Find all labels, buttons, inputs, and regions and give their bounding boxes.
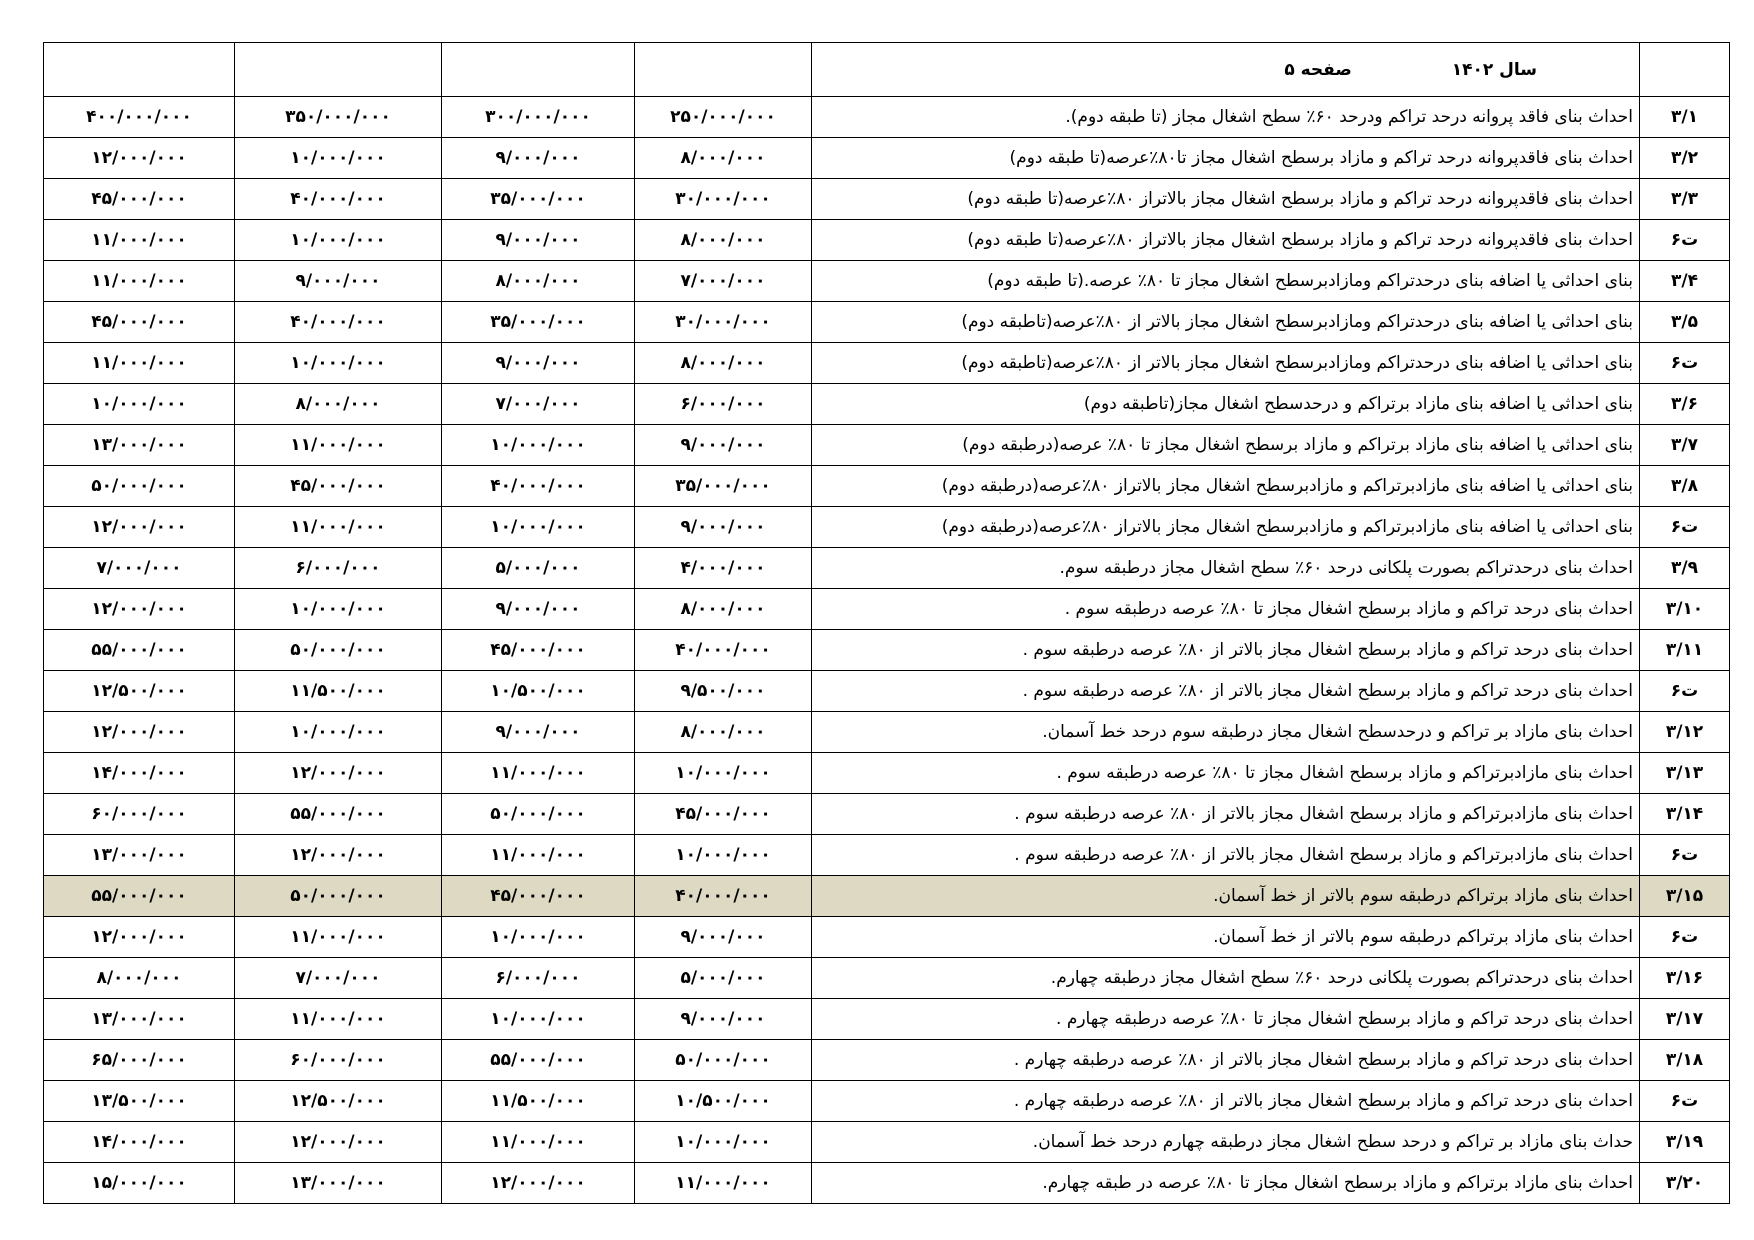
row-description: احداث بنای فاقدپروانه درحد تراکم و مازاد برسطح اشغال مجاز بالاتراز ۸۰٪عرصه(تا طبقه دوم) bbox=[812, 179, 1640, 220]
row-code: ت۶ bbox=[1640, 835, 1730, 876]
header-col-1 bbox=[635, 43, 812, 97]
row-description: احداث بنای مازادبرتراکم و مازاد برسطح اشغال مجاز بالاتر از ۸۰٪ عرصه درطبقه سوم . bbox=[812, 794, 1640, 835]
fee-value-4: ۱۱/۰۰۰/۰۰۰ bbox=[44, 343, 235, 384]
year-label: سال ۱۴۰۲ bbox=[1451, 59, 1537, 80]
fee-value-2: ۳۰۰/۰۰۰/۰۰۰ bbox=[442, 97, 635, 138]
table-row bbox=[44, 1122, 1730, 1163]
fee-value-1: ۱۰/۰۰۰/۰۰۰ bbox=[635, 1122, 812, 1163]
table-row bbox=[44, 999, 1730, 1040]
table-row bbox=[44, 1163, 1730, 1204]
fee-value-1: ۸/۰۰۰/۰۰۰ bbox=[635, 343, 812, 384]
fee-value-1: ۵/۰۰۰/۰۰۰ bbox=[635, 958, 812, 999]
fee-value-1: ۵۰/۰۰۰/۰۰۰ bbox=[635, 1040, 812, 1081]
fee-value-1: ۹/۰۰۰/۰۰۰ bbox=[635, 917, 812, 958]
table-row bbox=[44, 97, 1730, 138]
fee-value-3: ۱۱/۵۰۰/۰۰۰ bbox=[235, 671, 442, 712]
fee-value-2: ۱۲/۰۰۰/۰۰۰ bbox=[442, 1163, 635, 1204]
row-description: احداث بنای مازادبرتراکم و مازاد برسطح اشغال مجاز تا ۸۰٪ عرصه درطبقه سوم . bbox=[812, 753, 1640, 794]
table-row bbox=[44, 589, 1730, 630]
row-description: احداث بنای مازاد برتراکم درطبقه سوم بالاتر از خط آسمان. bbox=[812, 876, 1640, 917]
fee-value-3: ۴۰/۰۰۰/۰۰۰ bbox=[235, 302, 442, 343]
fee-value-2: ۱۰/۰۰۰/۰۰۰ bbox=[442, 999, 635, 1040]
row-code: ۳/۸ bbox=[1640, 466, 1730, 507]
fee-value-4: ۶۰/۰۰۰/۰۰۰ bbox=[44, 794, 235, 835]
row-description: احداث بنای مازاد برتراکم و مازاد برسطح اشغال مجاز تا ۸۰٪ عرصه در طبقه چهارم. bbox=[812, 1163, 1640, 1204]
fee-value-3: ۱۲/۰۰۰/۰۰۰ bbox=[235, 835, 442, 876]
fee-value-3: ۱۰/۰۰۰/۰۰۰ bbox=[235, 589, 442, 630]
row-description: احداث بنای فاقدپروانه درحد تراکم و مازاد برسطح اشغال مجاز بالاتراز ۸۰٪عرصه(تا طبقه دوم) bbox=[812, 220, 1640, 261]
fee-value-2: ۱۱/۰۰۰/۰۰۰ bbox=[442, 835, 635, 876]
table-row bbox=[44, 343, 1730, 384]
fee-value-2: ۹/۰۰۰/۰۰۰ bbox=[442, 589, 635, 630]
row-description: احداث بنای درحد تراکم و مازاد برسطح اشغال مجاز بالاتر از ۸۰٪ عرصه درطبقه چهارم . bbox=[812, 1040, 1640, 1081]
fee-value-1: ۱۰/۰۰۰/۰۰۰ bbox=[635, 753, 812, 794]
row-code: ۳/۶ bbox=[1640, 384, 1730, 425]
fee-value-4: ۱۲/۰۰۰/۰۰۰ bbox=[44, 507, 235, 548]
row-code: ۳/۱۲ bbox=[1640, 712, 1730, 753]
fee-value-1: ۹/۰۰۰/۰۰۰ bbox=[635, 507, 812, 548]
fee-value-4: ۱۴/۰۰۰/۰۰۰ bbox=[44, 1122, 235, 1163]
fee-value-2: ۱۰/۰۰۰/۰۰۰ bbox=[442, 917, 635, 958]
row-code: ت۶ bbox=[1640, 1081, 1730, 1122]
row-code: ت۶ bbox=[1640, 220, 1730, 261]
fee-value-4: ۱۱/۰۰۰/۰۰۰ bbox=[44, 220, 235, 261]
fee-value-3: ۱۳/۰۰۰/۰۰۰ bbox=[235, 1163, 442, 1204]
fee-value-2: ۹/۰۰۰/۰۰۰ bbox=[442, 343, 635, 384]
fee-value-1: ۷/۰۰۰/۰۰۰ bbox=[635, 261, 812, 302]
row-description: بنای احداثی یا اضافه بنای درحدتراکم ومازادبرسطح اشغال مجاز بالاتر از ۸۰٪عرصه(تاطبقه دوم) bbox=[812, 343, 1640, 384]
fee-value-4: ۱۲/۰۰۰/۰۰۰ bbox=[44, 589, 235, 630]
table-row bbox=[44, 138, 1730, 179]
table-row bbox=[44, 466, 1730, 507]
fee-value-2: ۱۱/۵۰۰/۰۰۰ bbox=[442, 1081, 635, 1122]
table-row bbox=[44, 712, 1730, 753]
fee-value-1: ۴۰/۰۰۰/۰۰۰ bbox=[635, 876, 812, 917]
row-description: احداث بنای درحد تراکم و مازاد برسطح اشغال مجاز بالاتر از ۸۰٪ عرصه درطبقه چهارم . bbox=[812, 1081, 1640, 1122]
fee-value-1: ۲۵۰/۰۰۰/۰۰۰ bbox=[635, 97, 812, 138]
fee-value-2: ۴۰/۰۰۰/۰۰۰ bbox=[442, 466, 635, 507]
row-description: بنای احداثی یا اضافه بنای مازاد برتراکم و درحدسطح اشغال مجاز(تاطبقه دوم) bbox=[812, 384, 1640, 425]
fee-value-3: ۱۱/۰۰۰/۰۰۰ bbox=[235, 917, 442, 958]
fee-value-3: ۱۲/۰۰۰/۰۰۰ bbox=[235, 753, 442, 794]
row-code: ۳/۱۳ bbox=[1640, 753, 1730, 794]
page-label: صفحه ۵ bbox=[1284, 59, 1352, 80]
table-row bbox=[44, 425, 1730, 466]
fee-value-2: ۹/۰۰۰/۰۰۰ bbox=[442, 138, 635, 179]
row-code: ۳/۱۶ bbox=[1640, 958, 1730, 999]
fee-value-4: ۱۲/۵۰۰/۰۰۰ bbox=[44, 671, 235, 712]
fee-value-1: ۸/۰۰۰/۰۰۰ bbox=[635, 220, 812, 261]
fee-value-4: ۵۰/۰۰۰/۰۰۰ bbox=[44, 466, 235, 507]
fee-value-4: ۴۵/۰۰۰/۰۰۰ bbox=[44, 179, 235, 220]
fee-value-2: ۱۰/۰۰۰/۰۰۰ bbox=[442, 425, 635, 466]
fee-value-3: ۷/۰۰۰/۰۰۰ bbox=[235, 958, 442, 999]
fee-value-1: ۳۰/۰۰۰/۰۰۰ bbox=[635, 179, 812, 220]
row-description: احداث بنای درحد تراکم و مازاد برسطح اشغال مجاز تا ۸۰٪ عرصه درطبقه چهارم . bbox=[812, 999, 1640, 1040]
fee-value-1: ۱۰/۰۰۰/۰۰۰ bbox=[635, 835, 812, 876]
fee-value-3: ۴۰/۰۰۰/۰۰۰ bbox=[235, 179, 442, 220]
row-description: احداث بنای مازاد برتراکم درطبقه سوم بالاتر از خط آسمان. bbox=[812, 917, 1640, 958]
fee-value-4: ۸/۰۰۰/۰۰۰ bbox=[44, 958, 235, 999]
header-col-4 bbox=[44, 43, 235, 97]
fee-value-2: ۶/۰۰۰/۰۰۰ bbox=[442, 958, 635, 999]
fee-value-4: ۵۵/۰۰۰/۰۰۰ bbox=[44, 876, 235, 917]
table-row bbox=[44, 835, 1730, 876]
table-row bbox=[44, 917, 1730, 958]
fee-value-1: ۸/۰۰۰/۰۰۰ bbox=[635, 138, 812, 179]
fee-value-4: ۴۰۰/۰۰۰/۰۰۰ bbox=[44, 97, 235, 138]
header-title-cell bbox=[812, 43, 1640, 97]
table-row bbox=[44, 794, 1730, 835]
fee-value-4: ۱۳/۵۰۰/۰۰۰ bbox=[44, 1081, 235, 1122]
row-code: ۳/۲ bbox=[1640, 138, 1730, 179]
fee-value-2: ۵/۰۰۰/۰۰۰ bbox=[442, 548, 635, 589]
row-description: احداث بنای درحدتراکم بصورت پلکانی درحد ۶۰٪ سطح اشغال مجاز درطبقه چهارم. bbox=[812, 958, 1640, 999]
fee-value-1: ۸/۰۰۰/۰۰۰ bbox=[635, 589, 812, 630]
row-code: ت۶ bbox=[1640, 917, 1730, 958]
row-description: حداث بنای مازاد بر تراکم و درحد سطح اشغال مجاز درطبقه چهارم درحد خط آسمان. bbox=[812, 1122, 1640, 1163]
row-code: ۳/۱۸ bbox=[1640, 1040, 1730, 1081]
row-code: ۳/۹ bbox=[1640, 548, 1730, 589]
fee-value-2: ۳۵/۰۰۰/۰۰۰ bbox=[442, 302, 635, 343]
fee-value-3: ۸/۰۰۰/۰۰۰ bbox=[235, 384, 442, 425]
fee-value-2: ۱۱/۰۰۰/۰۰۰ bbox=[442, 1122, 635, 1163]
row-code: ت۶ bbox=[1640, 507, 1730, 548]
fee-value-4: ۱۲/۰۰۰/۰۰۰ bbox=[44, 138, 235, 179]
fee-value-3: ۱۰/۰۰۰/۰۰۰ bbox=[235, 343, 442, 384]
fee-value-1: ۴/۰۰۰/۰۰۰ bbox=[635, 548, 812, 589]
table-row bbox=[44, 1040, 1730, 1081]
header-code-cell bbox=[1640, 43, 1730, 97]
fee-value-3: ۱۱/۰۰۰/۰۰۰ bbox=[235, 425, 442, 466]
fee-value-4: ۱۱/۰۰۰/۰۰۰ bbox=[44, 261, 235, 302]
fee-value-1: ۸/۰۰۰/۰۰۰ bbox=[635, 712, 812, 753]
row-code: ۳/۱۵ bbox=[1640, 876, 1730, 917]
row-code: ۳/۱۰ bbox=[1640, 589, 1730, 630]
fee-value-3: ۶/۰۰۰/۰۰۰ bbox=[235, 548, 442, 589]
row-code: ۳/۱۷ bbox=[1640, 999, 1730, 1040]
fee-value-1: ۳۰/۰۰۰/۰۰۰ bbox=[635, 302, 812, 343]
table-row bbox=[44, 384, 1730, 425]
row-description: بنای احداثی یا اضافه بنای درحدتراکم ومازادبرسطح اشغال مجاز بالاتر از ۸۰٪عرصه(تاطبقه دوم) bbox=[812, 302, 1640, 343]
row-code: ۳/۳ bbox=[1640, 179, 1730, 220]
row-code: ت۶ bbox=[1640, 671, 1730, 712]
fee-value-1: ۶/۰۰۰/۰۰۰ bbox=[635, 384, 812, 425]
fee-value-4: ۶۵/۰۰۰/۰۰۰ bbox=[44, 1040, 235, 1081]
row-description: بنای احداثی یا اضافه بنای مازاد برتراکم و مازاد برسطح اشغال مجاز تا ۸۰٪ عرصه(درطبقه دوم) bbox=[812, 425, 1640, 466]
fee-value-4: ۵۵/۰۰۰/۰۰۰ bbox=[44, 630, 235, 671]
row-code: ۳/۲۰ bbox=[1640, 1163, 1730, 1204]
header-col-3 bbox=[235, 43, 442, 97]
fee-value-3: ۴۵/۰۰۰/۰۰۰ bbox=[235, 466, 442, 507]
row-description: احداث بنای درحد تراکم و مازاد برسطح اشغال مجاز بالاتر از ۸۰٪ عرصه درطبقه سوم . bbox=[812, 630, 1640, 671]
fee-value-2: ۱۰/۵۰۰/۰۰۰ bbox=[442, 671, 635, 712]
row-code: ۳/۱۴ bbox=[1640, 794, 1730, 835]
row-description: احداث بنای درحد تراکم و مازاد برسطح اشغال مجاز بالاتر از ۸۰٪ عرصه درطبقه سوم . bbox=[812, 671, 1640, 712]
fee-value-1: ۱۱/۰۰۰/۰۰۰ bbox=[635, 1163, 812, 1204]
fee-value-2: ۴۵/۰۰۰/۰۰۰ bbox=[442, 630, 635, 671]
fee-value-2: ۵۵/۰۰۰/۰۰۰ bbox=[442, 1040, 635, 1081]
fee-value-1: ۱۰/۵۰۰/۰۰۰ bbox=[635, 1081, 812, 1122]
fee-value-2: ۴۵/۰۰۰/۰۰۰ bbox=[442, 876, 635, 917]
fee-value-2: ۸/۰۰۰/۰۰۰ bbox=[442, 261, 635, 302]
fee-value-1: ۹/۰۰۰/۰۰۰ bbox=[635, 425, 812, 466]
row-description: احداث بنای مازادبرتراکم و مازاد برسطح اشغال مجاز بالاتر از ۸۰٪ عرصه درطبقه سوم . bbox=[812, 835, 1640, 876]
row-description: احداث بنای درحد تراکم و مازاد برسطح اشغال مجاز تا ۸۰٪ عرصه درطبقه سوم . bbox=[812, 589, 1640, 630]
fee-value-2: ۳۵/۰۰۰/۰۰۰ bbox=[442, 179, 635, 220]
table-row bbox=[44, 179, 1730, 220]
fee-value-3: ۶۰/۰۰۰/۰۰۰ bbox=[235, 1040, 442, 1081]
table-row bbox=[44, 876, 1730, 917]
fee-value-4: ۱۵/۰۰۰/۰۰۰ bbox=[44, 1163, 235, 1204]
row-description: احداث بنای فاقد پروانه درحد تراکم ودرحد ۶۰٪ سطح اشغال مجاز (تا طبقه دوم). bbox=[812, 97, 1640, 138]
table-row bbox=[44, 753, 1730, 794]
fee-value-1: ۹/۰۰۰/۰۰۰ bbox=[635, 999, 812, 1040]
header-col-2 bbox=[442, 43, 635, 97]
table-row bbox=[44, 630, 1730, 671]
fee-value-1: ۴۰/۰۰۰/۰۰۰ bbox=[635, 630, 812, 671]
fee-value-4: ۱۲/۰۰۰/۰۰۰ bbox=[44, 712, 235, 753]
fee-value-3: ۵۵/۰۰۰/۰۰۰ bbox=[235, 794, 442, 835]
table-row bbox=[44, 261, 1730, 302]
row-description: بنای احداثی یا اضافه بنای درحدتراکم ومازادبرسطح اشغال مجاز تا ۸۰٪ عرصه.(تا طبقه دوم) bbox=[812, 261, 1640, 302]
fee-value-3: ۱۲/۰۰۰/۰۰۰ bbox=[235, 1122, 442, 1163]
fee-value-3: ۱۱/۰۰۰/۰۰۰ bbox=[235, 507, 442, 548]
row-description: احداث بنای درحدتراکم بصورت پلکانی درحد ۶۰٪ سطح اشغال مجاز درطبقه سوم. bbox=[812, 548, 1640, 589]
fee-value-3: ۱۰/۰۰۰/۰۰۰ bbox=[235, 712, 442, 753]
table-row bbox=[44, 220, 1730, 261]
fee-value-3: ۹/۰۰۰/۰۰۰ bbox=[235, 261, 442, 302]
table-row bbox=[44, 958, 1730, 999]
row-description: بنای احداثی یا اضافه بنای مازادبرتراکم و مازادبرسطح اشغال مجاز بالاتراز ۸۰٪عرصه(درطبقه دوم) bbox=[812, 466, 1640, 507]
row-code: ۳/۱۹ bbox=[1640, 1122, 1730, 1163]
fee-value-2: ۱۱/۰۰۰/۰۰۰ bbox=[442, 753, 635, 794]
table-row bbox=[44, 1081, 1730, 1122]
table-row bbox=[44, 548, 1730, 589]
fee-value-3: ۱۲/۵۰۰/۰۰۰ bbox=[235, 1081, 442, 1122]
fee-value-3: ۱۰/۰۰۰/۰۰۰ bbox=[235, 138, 442, 179]
fee-value-1: ۴۵/۰۰۰/۰۰۰ bbox=[635, 794, 812, 835]
fee-value-3: ۱۰/۰۰۰/۰۰۰ bbox=[235, 220, 442, 261]
row-code: ۳/۴ bbox=[1640, 261, 1730, 302]
fee-value-4: ۱۳/۰۰۰/۰۰۰ bbox=[44, 425, 235, 466]
table-row bbox=[44, 507, 1730, 548]
row-description: احداث بنای فاقدپروانه درحد تراکم و مازاد برسطح اشغال مجاز تا۸۰٪عرصه(تا طبقه دوم) bbox=[812, 138, 1640, 179]
fee-value-2: ۹/۰۰۰/۰۰۰ bbox=[442, 220, 635, 261]
fee-value-2: ۷/۰۰۰/۰۰۰ bbox=[442, 384, 635, 425]
row-code: ۳/۵ bbox=[1640, 302, 1730, 343]
fee-value-4: ۱۳/۰۰۰/۰۰۰ bbox=[44, 999, 235, 1040]
row-code: ۳/۱۱ bbox=[1640, 630, 1730, 671]
fee-value-2: ۹/۰۰۰/۰۰۰ bbox=[442, 712, 635, 753]
fee-value-2: ۱۰/۰۰۰/۰۰۰ bbox=[442, 507, 635, 548]
fee-value-3: ۱۱/۰۰۰/۰۰۰ bbox=[235, 999, 442, 1040]
fee-value-4: ۱۰/۰۰۰/۰۰۰ bbox=[44, 384, 235, 425]
row-description: بنای احداثی یا اضافه بنای مازادبرتراکم و مازادبرسطح اشغال مجاز بالاتراز ۸۰٪عرصه(درطبقه دوم) bbox=[812, 507, 1640, 548]
fee-value-1: ۹/۵۰۰/۰۰۰ bbox=[635, 671, 812, 712]
fee-value-2: ۵۰/۰۰۰/۰۰۰ bbox=[442, 794, 635, 835]
fee-table bbox=[43, 42, 1730, 1204]
table-row bbox=[44, 671, 1730, 712]
fee-value-4: ۷/۰۰۰/۰۰۰ bbox=[44, 548, 235, 589]
header-row bbox=[44, 43, 1730, 97]
fee-value-4: ۱۴/۰۰۰/۰۰۰ bbox=[44, 753, 235, 794]
fee-value-3: ۳۵۰/۰۰۰/۰۰۰ bbox=[235, 97, 442, 138]
fee-value-1: ۳۵/۰۰۰/۰۰۰ bbox=[635, 466, 812, 507]
row-code: ۳/۷ bbox=[1640, 425, 1730, 466]
row-description: احداث بنای مازاد بر تراکم و درحدسطح اشغال مجاز درطبقه سوم درحد خط آسمان. bbox=[812, 712, 1640, 753]
fee-value-4: ۱۲/۰۰۰/۰۰۰ bbox=[44, 917, 235, 958]
fee-value-3: ۵۰/۰۰۰/۰۰۰ bbox=[235, 876, 442, 917]
fee-value-4: ۴۵/۰۰۰/۰۰۰ bbox=[44, 302, 235, 343]
fee-value-4: ۱۳/۰۰۰/۰۰۰ bbox=[44, 835, 235, 876]
row-code: ت۶ bbox=[1640, 343, 1730, 384]
fee-value-3: ۵۰/۰۰۰/۰۰۰ bbox=[235, 630, 442, 671]
row-code: ۳/۱ bbox=[1640, 97, 1730, 138]
table-row bbox=[44, 302, 1730, 343]
